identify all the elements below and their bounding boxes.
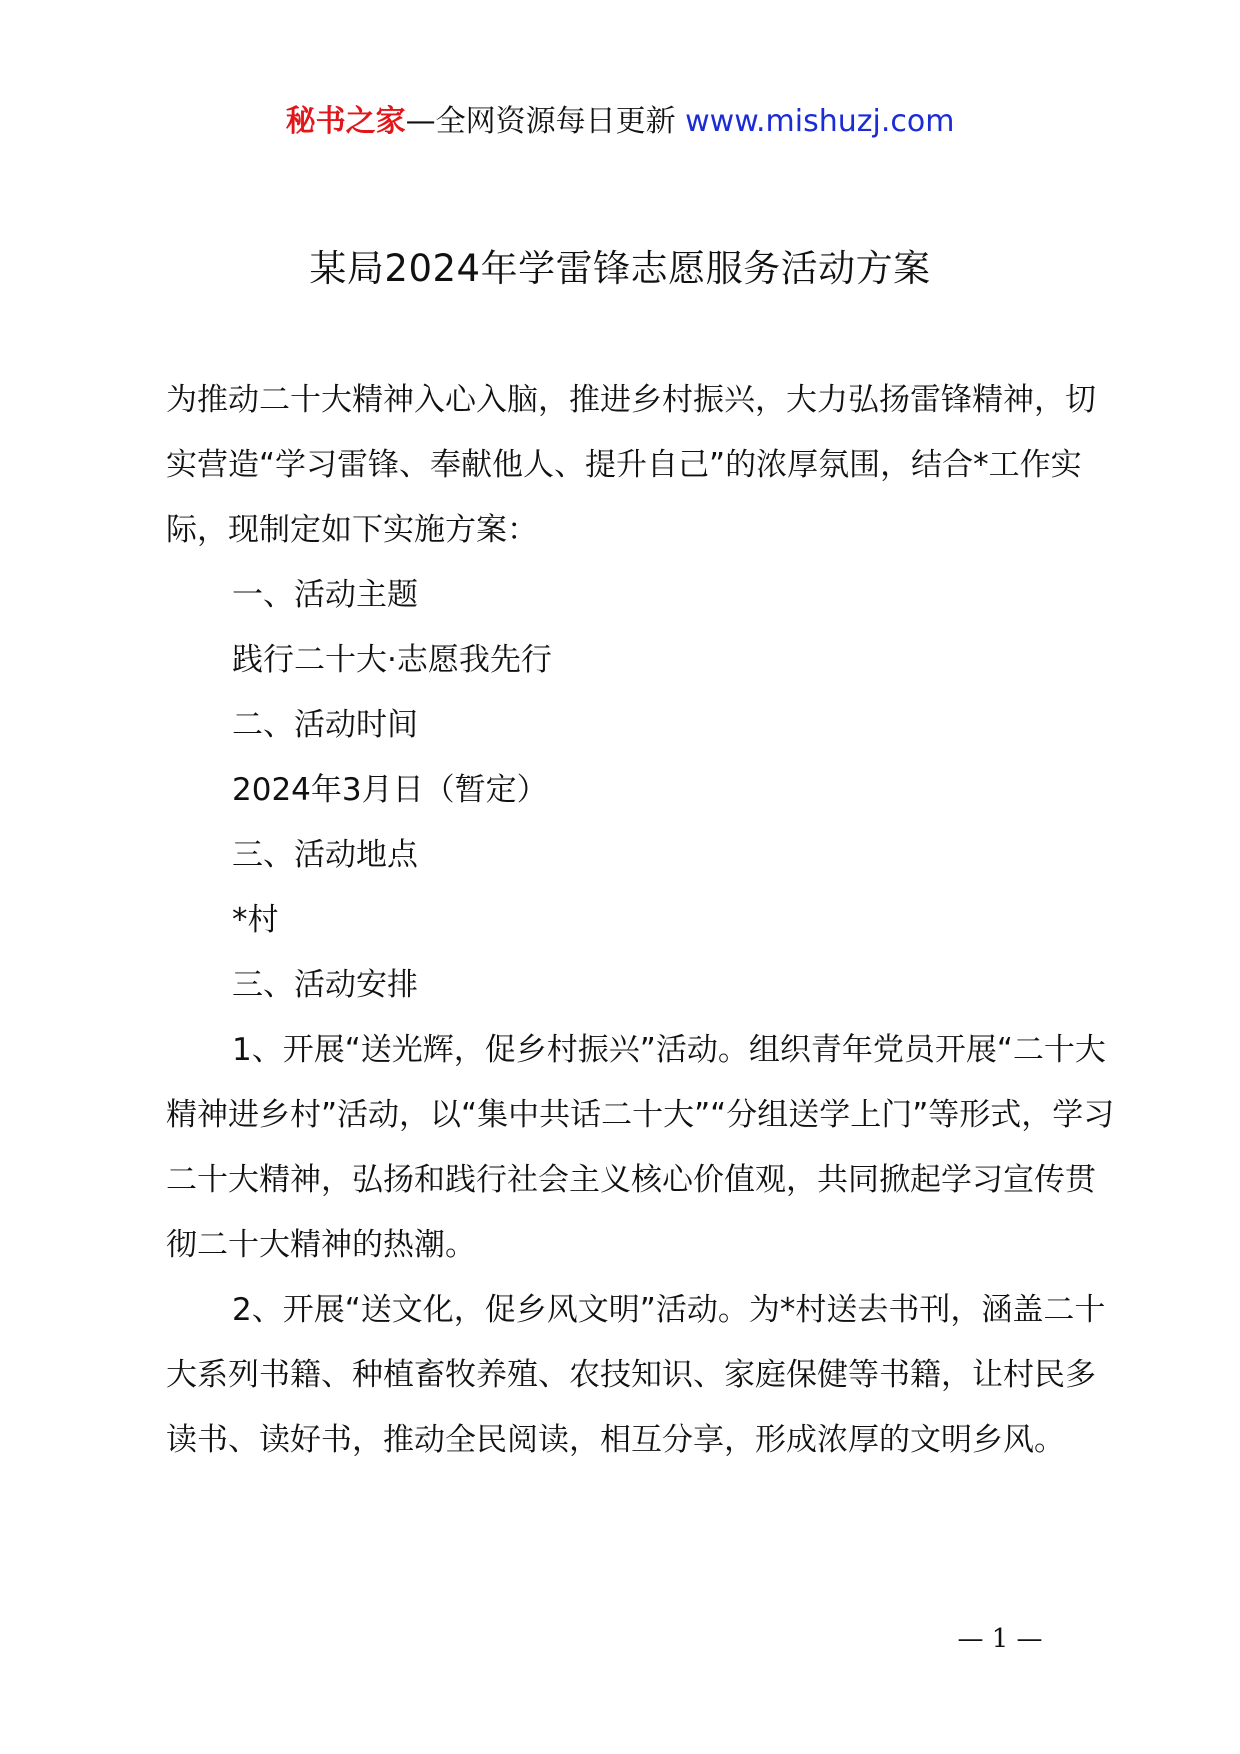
arrangement-item-2: 2、开展“送文化，促乡风文明”活动。为*村送去书刊，涵盖二十大系列书籍、种植畜牧养殖、农技知识、家庭保健等书籍，让村民多读书、读好书，推动全民阅读，相互分享，形成浓厚的文明乡风。 <box>166 1292 1106 1458</box>
header-tagline: —全网资源每日更新 <box>405 104 676 139</box>
time-text: 2024年3月日（暂定） <box>232 772 548 808</box>
document-title: 某局2024年学雷锋志愿服务活动方案 <box>309 247 931 290</box>
section-heading-arrangement: 三、活动安排 <box>232 967 418 1003</box>
page-number: — 1 — <box>957 1624 1043 1654</box>
header-banner <box>0 102 1240 142</box>
location-text: *村 <box>232 902 279 938</box>
arrangement-item-1: 1、开展“送光辉，促乡村振兴”活动。组织青年党员开展“二十大精神进乡村”活动，以“集中共话二十大”“分组送学上门”等形式，学习二十大精神，弘扬和践行社会主义核心价值观，共同掀起学习宣传贯彻二十大精神的热潮。 <box>166 1032 1115 1263</box>
intro-paragraph: 为推动二十大精神入心入脑，推进乡村振兴，大力弘扬雷锋精神，切实营造“学习雷锋、奉献他人、提升自己”的浓厚氛围，结合*工作实际，现制定如下实施方案： <box>166 382 1096 548</box>
theme-text: 践行二十大·志愿我先行 <box>232 642 552 678</box>
section-heading-location: 三、活动地点 <box>232 837 418 873</box>
section-heading-theme: 一、活动主题 <box>232 577 418 613</box>
site-url-link[interactable]: www.mishuzj.com <box>685 104 955 139</box>
brand-name: 秘书之家 <box>285 104 406 139</box>
section-heading-time: 二、活动时间 <box>232 707 418 743</box>
document-body <box>166 368 1126 1473</box>
